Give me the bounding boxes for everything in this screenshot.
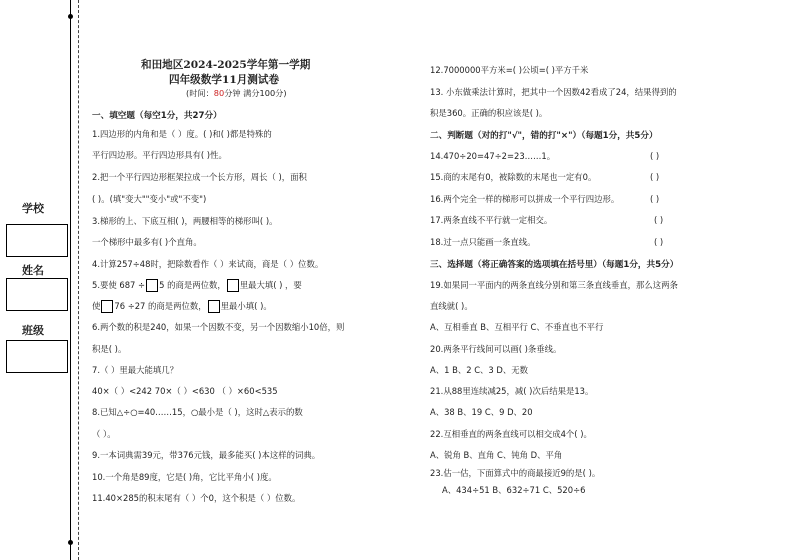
q7-line1: 7.（ ）里最大能填几？ xyxy=(92,365,179,375)
q13-line2: 积是360。正确的积应该是( )。 xyxy=(430,108,548,118)
section-1-heading: 一、填空题（每空1分，共27分） xyxy=(92,111,222,121)
q8-line2: （ ）。 xyxy=(92,429,116,439)
q5a-mid: 5 的商是两位数， xyxy=(159,280,226,290)
school-label: 学校 xyxy=(22,202,44,215)
q20-line: 20.两条平行线间可以画( )条垂线。 xyxy=(430,344,562,354)
q11-line: 11.40×285的积末尾有（ ）个0，这个积是（ ）位数。 xyxy=(92,493,301,503)
exam-meta xyxy=(186,88,287,99)
q20-options: A、1 B、2 C、3 D、无数 xyxy=(430,365,528,375)
q16-line: 16.两个完全一样的梯形可以拼成一个平行四边形。 xyxy=(430,194,620,204)
q1-line1: 1.四边形的内角和是（ ）度。( )和( )都是特殊的 xyxy=(92,129,272,139)
q5a-post: 里最大填( ) ，要 xyxy=(239,280,302,290)
q6-line1: 6.两个数的积是240，如果一个因数不变，另一个因数缩小10倍，则 xyxy=(92,322,345,332)
q7-line2: 40×（ ）<242 70×（ ）<630 （ ）×60<535 xyxy=(92,386,278,396)
q5-line1 xyxy=(92,279,302,292)
exam-title-line2: 四年级数学11月测试卷 xyxy=(169,74,280,86)
q3-line1: 3.梯形的上、下底互相( )，两腰相等的梯形叫( )。 xyxy=(92,216,278,226)
q18-line: 18.过一点只能画一条直线。 xyxy=(430,237,536,247)
q15-line: 15.商的末尾有0，被除数的末尾也一定有0。 xyxy=(430,172,597,182)
q21-line: 21.从88里连续减25，减( )次后结果是13。 xyxy=(430,386,594,396)
section-3-heading: 三、选择题（将正确答案的选项填在括号里）（每题1分，共5分） xyxy=(430,260,679,270)
q10-line: 10.一个角是89度，它是( )角，它比平角小( )度。 xyxy=(92,472,277,482)
class-label: 班级 xyxy=(22,324,44,337)
q8-line1: 8.已知△÷○=40……15，○最小是（ )，这时△表示的数 xyxy=(92,407,303,417)
meta-post: 分钟 满分100分) xyxy=(224,88,287,98)
q15-paren[interactable]: ( ) xyxy=(650,172,660,182)
name-field[interactable] xyxy=(6,278,68,311)
class-field[interactable] xyxy=(6,340,68,373)
binding-dot-top xyxy=(68,14,73,19)
q14-paren[interactable]: ( ) xyxy=(650,151,660,161)
q13-line1: 13. 小东做乘法计算时，把其中一个因数42看成了24，结果得到的 xyxy=(430,87,677,97)
q4-line: 4.计算257÷48时，把除数看作（ ）来试商，商是（ ）位数。 xyxy=(92,259,324,269)
q17-paren[interactable]: ( ) xyxy=(654,215,664,225)
q19-line1: 19.如果同一平面内的两条直线分别和第三条直线垂直，那么这两条 xyxy=(430,280,678,290)
meta-time: 80 xyxy=(213,88,225,98)
q18-paren[interactable]: ( ) xyxy=(654,237,664,247)
school-field[interactable] xyxy=(6,224,68,257)
q5a-answer-box[interactable] xyxy=(227,279,239,292)
q2-line2: ( )。(填"变大""变小"或"不变") xyxy=(92,194,207,204)
q9-line: 9.一本词典需39元，带376元钱，最多能买( )本这样的词典。 xyxy=(92,450,321,460)
binding-dot-bottom xyxy=(68,540,73,545)
q19-line2: 直线就( )。 xyxy=(430,301,473,311)
q14-line: 14.470÷20=47÷2=23……1。 xyxy=(430,151,556,161)
name-label: 姓名 xyxy=(22,264,44,277)
q5b-blank-box[interactable] xyxy=(101,300,113,313)
q6-line2: 积是( )。 xyxy=(92,344,127,354)
q17-line: 17.两条直线不平行就一定相交。 xyxy=(430,215,553,225)
q12-line: 12.7000000平方米=( )公顷=( )平方千米 xyxy=(430,65,589,75)
q23-line: 23.估一估，下面算式中的商最接近9的是( )。 xyxy=(430,468,601,478)
q5b-post: 里最小填( )。 xyxy=(220,301,272,311)
q5b-pre: 使 xyxy=(92,301,101,311)
meta-pre: (时间： xyxy=(186,88,214,98)
q5a-blank-box[interactable] xyxy=(146,279,158,292)
q5b-mid: 76 ÷27 的商是两位数， xyxy=(114,301,207,311)
q23-options: A、434÷51 B、632÷71 C、520÷6 xyxy=(442,485,586,495)
q5a-pre: 5.要使 687 ÷ xyxy=(92,280,146,290)
q5-line2 xyxy=(92,300,272,313)
section-2-heading: 二、判断题（对的打"√"，错的打"×"）（每题1分，共5分） xyxy=(430,131,658,141)
q3-line2: 一个梯形中最多有( )个直角。 xyxy=(92,237,202,247)
q19-options: A、互相垂直 B、互相平行 C、不垂直也不平行 xyxy=(430,322,604,332)
q22-line: 22.互相垂直的两条直线可以相交成4个( )。 xyxy=(430,429,592,439)
q22-options: A、锐角 B、直角 C、钝角 D、平角 xyxy=(430,450,563,460)
q5b-answer-box[interactable] xyxy=(208,300,220,313)
q2-line1: 2.把一个平行四边形框架拉成一个长方形，周长（ )，面积 xyxy=(92,172,307,182)
q16-paren[interactable]: ( ) xyxy=(650,194,660,204)
fold-line xyxy=(78,0,79,560)
binding-line xyxy=(70,0,71,560)
q21-options: A、38 B、19 C、9 D、20 xyxy=(430,407,533,417)
exam-title-line1: 和田地区2024-2025学年第一学期 xyxy=(141,59,311,71)
q1-line2: 平行四边形。平行四边形具有( )性。 xyxy=(92,150,227,160)
